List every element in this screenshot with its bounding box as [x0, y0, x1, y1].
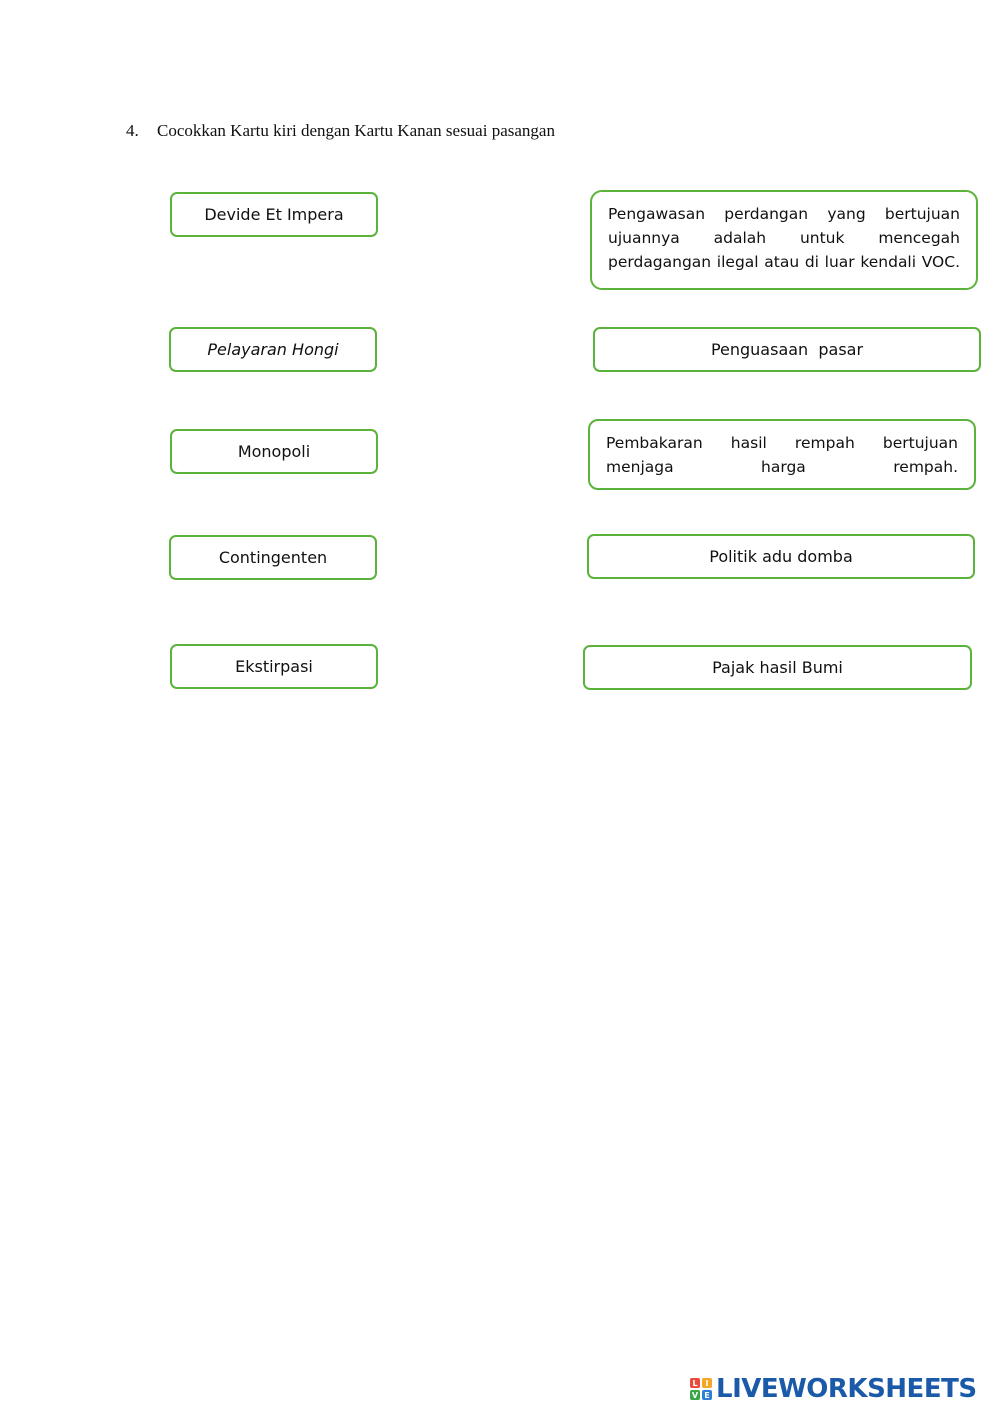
left-card-monopoli[interactable] [170, 429, 378, 474]
left-card-contingenten[interactable] [169, 535, 377, 580]
liveworksheets-mark-icon [690, 1378, 712, 1400]
mark-letter: E [702, 1390, 712, 1400]
right-card-pengawasan[interactable] [590, 190, 978, 290]
question-text: Cocokkan Kartu kiri dengan Kartu Kanan sesuai pasangan [157, 121, 555, 140]
right-card-label: Pengawasan perdangan yang bertujuan ujuannya adalah untuk mencegah perdagangan ilegal atau di luar kendali VOC. [608, 205, 960, 271]
right-card-label: Pajak hasil Bumi [712, 657, 843, 677]
right-card-pajak-hasil-bumi[interactable] [583, 645, 972, 690]
left-card-label: Contingenten [218, 547, 328, 567]
right-card-penguasaan-pasar[interactable] [593, 327, 981, 372]
right-card-politik-adu-domba[interactable] [587, 534, 975, 579]
mark-letter: L [690, 1378, 700, 1388]
brand-name: LIVEWORKSHEETS [716, 1374, 977, 1404]
liveworksheets-logo [690, 1373, 977, 1405]
mark-letter: V [691, 1390, 699, 1400]
left-card-label: Devide Et Impera [204, 204, 344, 224]
left-card-label: Ekstirpasi [235, 656, 313, 676]
right-card-pembakaran[interactable] [588, 419, 976, 490]
left-card-label: Monopoli [237, 441, 311, 461]
left-card-ekstirpasi[interactable] [170, 644, 378, 689]
mark-letter: I [702, 1378, 712, 1388]
left-card-label: Pelayaran Hongi [207, 339, 339, 359]
right-card-label: Politik adu domba [709, 546, 853, 566]
right-card-label: Penguasaan pasar [710, 339, 864, 359]
question-number: 4. [126, 121, 139, 140]
right-card-label: Pembakaran hasil rempah bertujuan menjaga harga rempah. [606, 434, 958, 476]
left-card-pelayaran-hongi[interactable] [169, 327, 377, 372]
left-card-devide-et-impera[interactable] [170, 192, 378, 237]
question [126, 121, 555, 141]
